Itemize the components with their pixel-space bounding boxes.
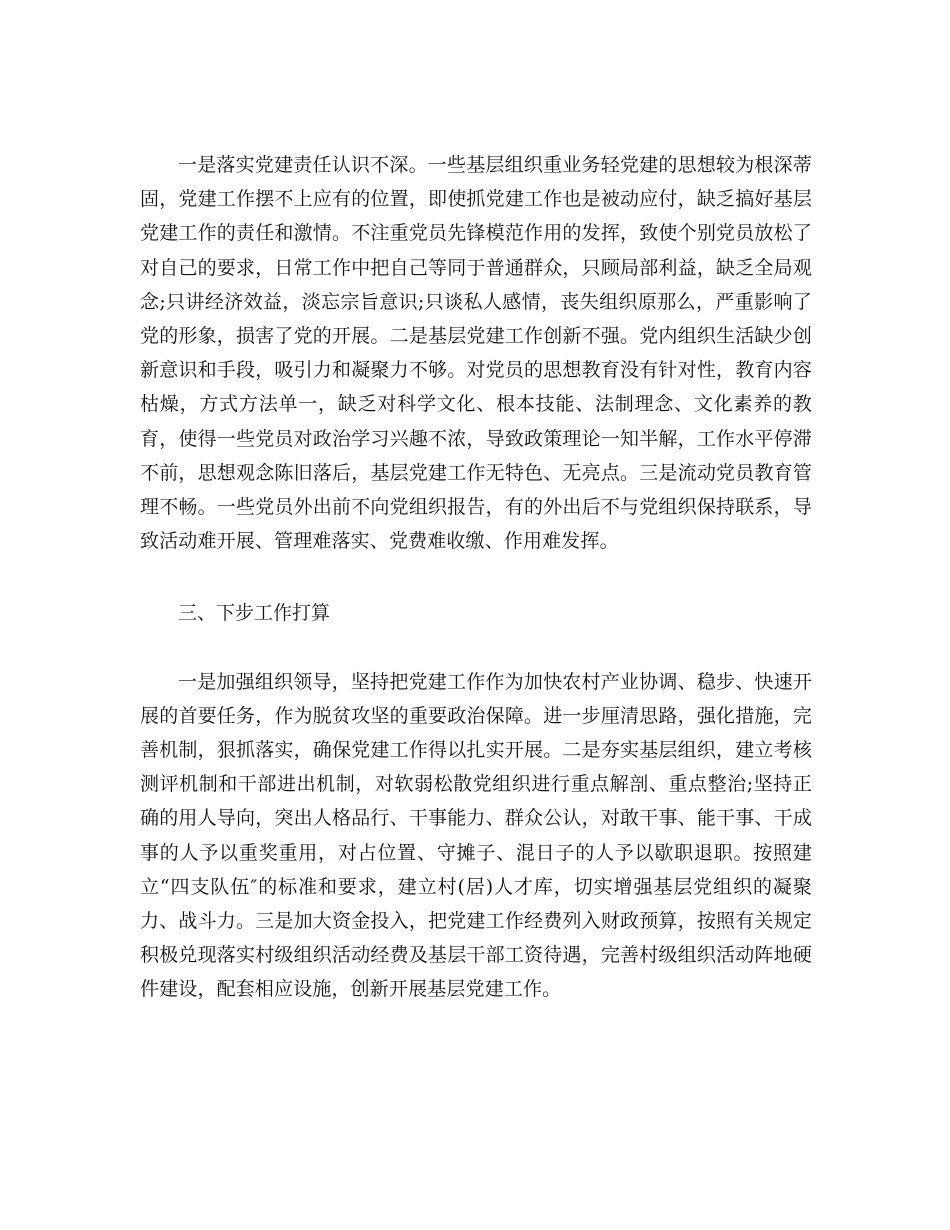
paragraph-work-plan: 一是加强组织领导，坚持把党建工作作为加快农村产业协调、稳步、快速开展的首要任务，作为脱贫攻坚的重要政治保障。进一步厘清思路，强化措施，完善机制，狠抓落实，确保党建工作得以扎实开展。二是夯实基层组织，建立考核测评机制和干部进出机制，对软弱松散党组织进行重点解剖、重点整治;坚持正确的用人导向，突出人格品行、干事能力、群众公认，对敢干事、能干事、干成事的人予以重奖重用，对占位置、守摊子、混日子的人予以歇职退职。按照建立“四支队伍″的标准和要求，建立村(居)人才库，切实增强基层党组织的凝聚力、战斗力。三是加大资金投入，把党建工作经费列入财政预算，按照有关规定积极兑现落实村级组织活动经费及基层干部工资待遇，完善村级组织活动阵地硬件建设，配套相应设施，创新开展基层党建工作。 [140,670,812,1001]
section-heading-next-steps: 三、下步工作打算 [178,602,331,625]
paragraph-party-building-problems: 一是落实党建责任认识不深。一些基层组织重业务轻党建的思想较为根深蒂固，党建工作摆不上应有的位置，即使抓党建工作也是被动应付，缺乏搞好基层党建工作的责任和激情。不注重党员先锋模范作用的发挥，致使个别党员放松了对自己的要求，日常工作中把自己等同于普通群众，只顾局部利益，缺乏全局观念;只讲经济效益，淡忘宗旨意识;只谈私人感情，丧失组织原那么，严重影响了党的形象，损害了党的开展。二是基层党建工作创新不强。党内组织生活缺少创新意识和手段，吸引力和凝聚力不够。对党员的思想教育没有针对性，教育内容枯燥，方式方法单一，缺乏对科学文化、根本技能、法制理念、文化素养的教育，使得一些党员对政治学习兴趣不浓，导致政策理论一知半解，工作水平停滞不前，思想观念陈旧落后，基层党建工作无特色、无亮点。三是流动党员教育管理不畅。一些党员外出前不向党组织报告，有的外出后不与党组织保持联系，导致活动难开展、管理难落实、党费难收缴、作用难发挥。 [140,154,812,553]
document-page [140,148,812,1007]
